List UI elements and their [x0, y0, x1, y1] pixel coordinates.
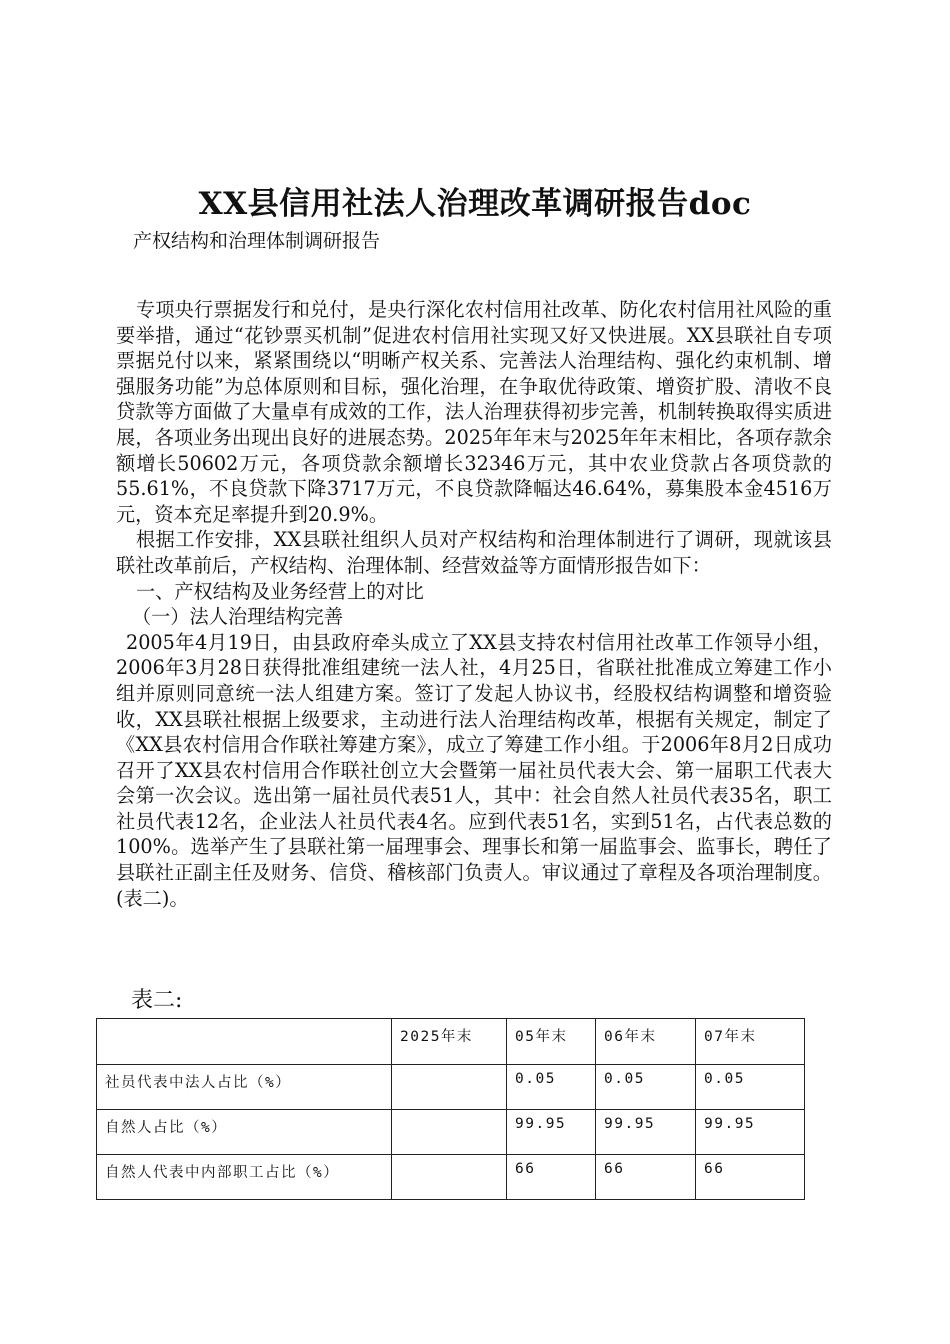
- paragraph-governance: 2005年4月19日，由县政府牵头成立了XX县支持农村信用社改革工作领导小组，2006年3月28日获得批准组建统一法人社，4月25日，省联社批准成立筹建工作小组并原则同意统一法人组建方案。签订了发起人协议书，经股权结构调整和增资验收，XX县联社根据上级要求，主动进行法人治理结构改革，根据有关规定，制定了《XX县农村信用合作联社筹建方案》，成立了筹建工作小组。于2006年8月2日成功召开了XX县农村信用合作联社创立大会暨第一届社员代表大会、第一届职工代表大会第一次会议。选出第一届社员代表51人，其中：社会自然人社员代表35名，职工社员代表12名，企业法人社员代表4名。应到代表51名，实到51名，占代表总数的100%。选举产生了县联社第一届理事会、理事长和第一届监事会、监事长，聘任了县联社正副主任及财务、信贷、稽核部门负责人。审议通过了章程及各项治理制度。(表二)。: [116, 630, 832, 910]
- document-title: XX县信用社法人治理改革调研报告doc: [198, 186, 752, 222]
- table-cell: 0.05: [696, 1065, 805, 1110]
- table-cell: 0.05: [596, 1065, 696, 1110]
- table-header-row: [97, 1019, 805, 1065]
- table-cell: 99.95: [507, 1110, 596, 1155]
- document-subtitle: 产权结构和治理体制调研报告: [133, 230, 381, 252]
- table-cell: [392, 1155, 507, 1200]
- table-cell: 社员代表中法人占比（%）: [97, 1065, 392, 1110]
- table-label: 表二:: [131, 988, 183, 1013]
- ratio-table: [96, 1018, 805, 1200]
- table-cell: 自然人代表中内部职工占比（%）: [97, 1155, 392, 1200]
- table-cell: 66: [696, 1155, 805, 1200]
- paragraph-intro: 专项央行票据发行和兑付，是央行深化农村信用社改革、防化农村信用社风险的重要举措，通过“花钞票买机制”促进农村信用社实现又好又快进展。XX县联社自专项票据兑付以来，紧紧围绕以“明晰产权关系、完善法人治理结构、强化约束机制、增强服务功能”为总体原则和目标，强化治理，在争取优待政策、增资扩股、清收不良贷款等方面做了大量卓有成效的工作，法人治理获得初步完善，机制转换取得实质进展，各项业务出现出良好的进展态势。2025年年末与2025年年末相比，各项存款余额增长50602万元，各项贷款余额增长32346万元，其中农业贷款占各项贷款的55.61%，不良贷款下降3717万元，不良贷款降幅达46.64%，募集股本金4516万元，资本充足率提升到20.9%。: [116, 298, 832, 526]
- subsection-heading: （一）法人治理结构完善: [132, 605, 344, 629]
- table-cell: [392, 1110, 507, 1155]
- table-header-cell: [97, 1019, 392, 1065]
- document-body: [116, 297, 832, 911]
- table-header-cell: 07年末: [696, 1019, 805, 1065]
- table-cell: 66: [596, 1155, 696, 1200]
- table-cell: 66: [507, 1155, 596, 1200]
- table-row: [97, 1065, 805, 1110]
- table-header-cell: 06年末: [596, 1019, 696, 1065]
- table-header-cell: 05年末: [507, 1019, 596, 1065]
- table-cell: 99.95: [696, 1110, 805, 1155]
- table-row: [97, 1155, 805, 1200]
- section-heading: 一、产权结构及业务经营上的对比: [136, 579, 424, 603]
- paragraph-survey: 根据工作安排，XX县联社组织人员对产权结构和治理体制进行了调研，现就该县联社改革前后，产权结构、治理体制、经营效益等方面情形报告如下：: [116, 528, 832, 577]
- table-row: [97, 1110, 805, 1155]
- table-cell: [392, 1065, 507, 1110]
- table-cell: 自然人占比（%）: [97, 1110, 392, 1155]
- table-header-cell: 2025年末: [392, 1019, 507, 1065]
- table-cell: 99.95: [596, 1110, 696, 1155]
- table-cell: 0.05: [507, 1065, 596, 1110]
